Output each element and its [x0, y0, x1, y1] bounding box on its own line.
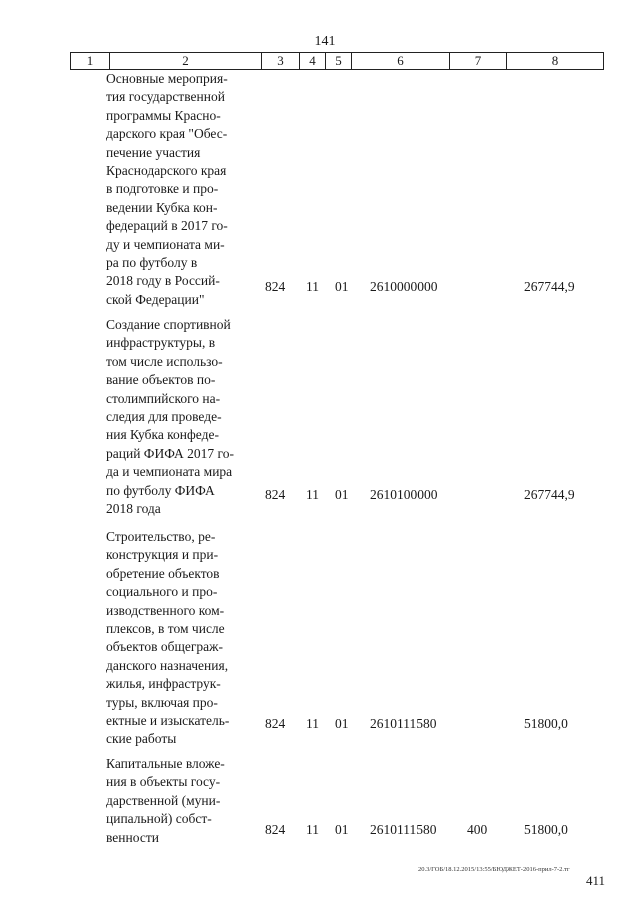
- target-article: 2610100000: [370, 487, 438, 502]
- target-article: 2610111580: [370, 716, 437, 731]
- expense-type: 400: [467, 822, 488, 837]
- header-col-5: 5: [326, 53, 352, 69]
- target-article: 2610111580: [370, 822, 437, 837]
- section-code: 11: [306, 716, 319, 731]
- header-col-8: 8: [551, 53, 559, 68]
- row-description: Создание спортивной инфраструктуры, в том числе использо- вание объектов по- столимпийского на- следия для проведе- ния Кубка конфеде- раций ФИФА 2017 го- да и чемпионата мира по футболу ФИФА 2018 года: [106, 317, 234, 517]
- target-article: 2610000000: [370, 279, 438, 294]
- ministry-code: 824: [265, 716, 286, 731]
- ministry-code: 824: [265, 279, 286, 294]
- table-header: [70, 52, 604, 70]
- header-col-3: 3: [262, 53, 300, 69]
- section-code: 11: [306, 279, 319, 294]
- ministry-code: 824: [265, 487, 286, 502]
- row-values: [0, 278, 640, 296]
- subsection-code: 01: [335, 487, 349, 502]
- header-col-7: 7: [450, 53, 507, 69]
- subsection-code: 01: [335, 822, 349, 837]
- subsection-code: 01: [335, 279, 349, 294]
- row-description: Строительство, ре- конструкция и при- обретение объектов социального и про- изводственного ком- плексов, в том числе объектов общеграж- данского назначения, жилья, инфраструк- туры, включая про- ектные и изыскатель- ские работы: [106, 529, 230, 747]
- row-values: [0, 715, 640, 733]
- section-code: 11: [306, 487, 319, 502]
- row-description: Капитальные вложе- ния в объекты госу- дарственной (муни- ципальной) собст- венности: [106, 756, 225, 845]
- header-col-1: 1: [71, 53, 110, 69]
- amount: 51800,0: [524, 822, 568, 837]
- header-col-4: 4: [300, 53, 326, 69]
- amount: 267744,9: [524, 487, 575, 502]
- row-description: Основные мероприя- тия государственной программы Красно- дарского края "Обес- печение участия Краснодарского края в подготовке и про- ведении Кубка кон- федераций в 2017 го- ду и чемпионата ми- ра по футболу в 2018 году в Россий- ской Федерации": [106, 71, 228, 307]
- ministry-code: 824: [265, 822, 286, 837]
- footer-code: 20.3/ГОБ/18.12.2015/13:55/БЮДЖЕТ-2016-прил-7-2.тг: [418, 866, 570, 873]
- header-col-6: 6: [352, 53, 450, 69]
- subsection-code: 01: [335, 716, 349, 731]
- section-code: 11: [306, 822, 319, 837]
- header-col-2: 2: [110, 53, 262, 69]
- amount: 267744,9: [524, 279, 575, 294]
- page-number: 141: [314, 34, 336, 49]
- sheet-number: 411: [586, 873, 606, 888]
- row-values: [0, 486, 640, 504]
- row-values: [0, 821, 640, 839]
- amount: 51800,0: [524, 716, 568, 731]
